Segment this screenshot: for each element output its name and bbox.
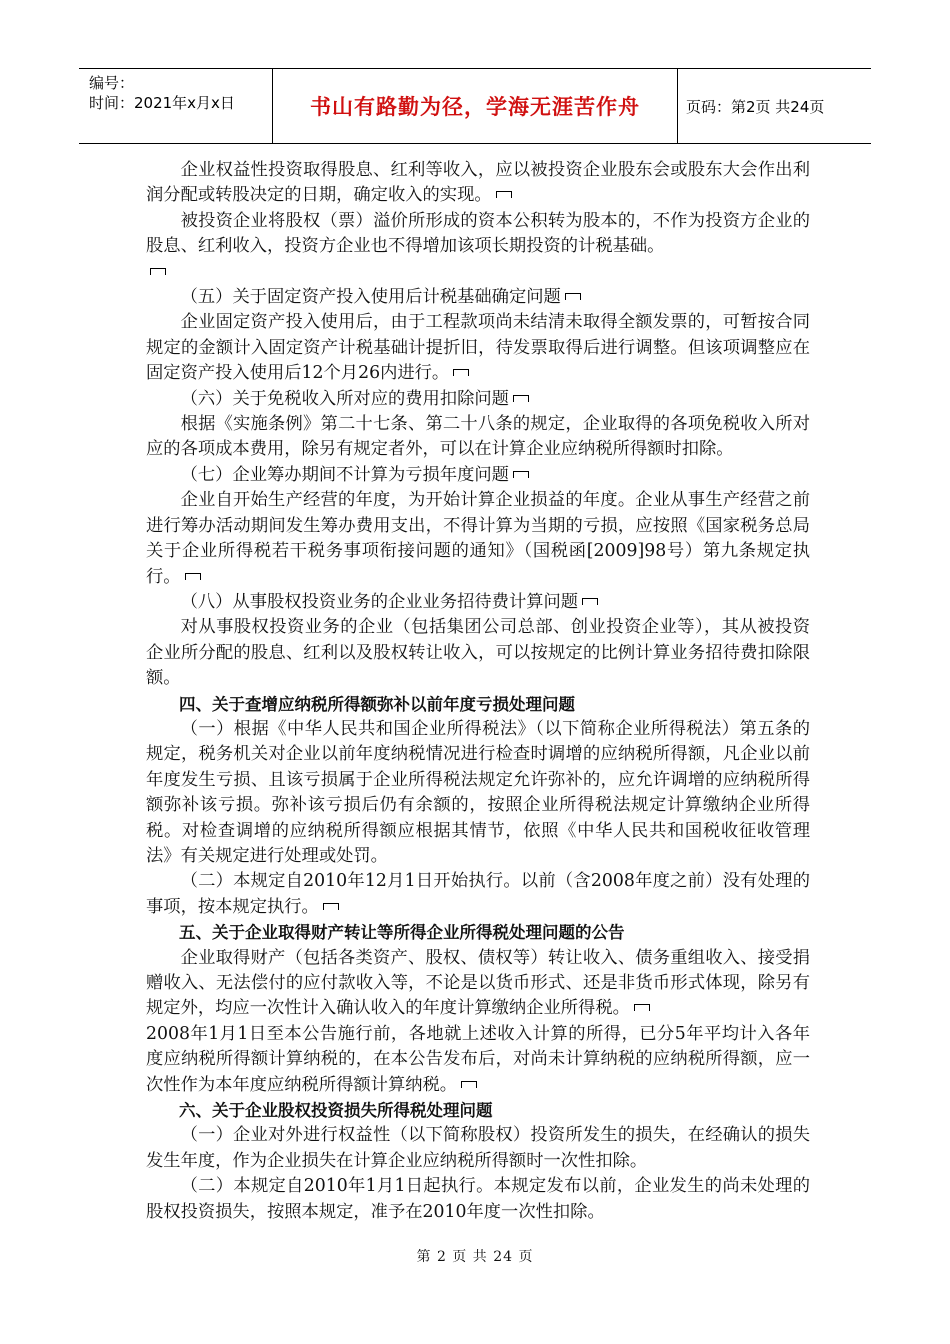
- paragraph-mark-icon: [582, 598, 598, 605]
- paragraph-mark-icon: [461, 1081, 477, 1088]
- paragraph-mark-icon: [496, 191, 512, 198]
- page-footer: 第 2 页 共 24 页: [416, 1249, 534, 1265]
- paragraph: 对从事股权投资业务的企业（包括集团公司总部、创业投资企业等），其从被投资企业所分配的股息、红利以及股权转让收入，可以按规定的比例计算业务招待费扣除限额。: [146, 617, 810, 689]
- section-subheading: （八）从事股权投资业务的企业业务招待费计算问题: [146, 590, 810, 615]
- paragraph: 根据《实施条例》第二十七条、第二十八条的规定，企业取得的各项免税收入所对应的各项成本费用，除另有规定者外，可以在计算企业应纳税所得额时扣除。: [146, 414, 810, 460]
- paragraph-mark-icon: [565, 293, 581, 300]
- paragraph: （一）企业对外进行权益性（以下简称股权）投资所发生的损失，在经确认的损失发生年度，作为企业损失在计算企业应纳税所得额时一次性扣除。: [146, 1125, 810, 1171]
- document-body: [146, 158, 810, 1225]
- section-subheading: （五）关于固定资产投入使用后计税基础确定问题: [146, 285, 810, 310]
- section-heading: 四、关于查增应纳税所得额弥补以前年度亏损处理问题: [179, 694, 575, 714]
- header-page-number: 页码：第2页 共24页: [686, 97, 825, 116]
- section-heading: 五、关于企业取得财产转让等所得企业所得税处理问题的公告: [179, 923, 625, 943]
- paragraph: （二）本规定自2010年1月1日起执行。本规定发布以前，企业发生的尚未处理的股权投资损失，按照本规定，准予在2010年度一次性扣除。: [146, 1176, 810, 1222]
- paragraph-mark-icon: [513, 395, 529, 402]
- section-heading: 六、关于企业股权投资损失所得税处理问题: [179, 1101, 493, 1121]
- paragraph: 企业权益性投资取得股息、红利等收入，应以被投资企业股东会或股东大会作出利润分配或转股决定的日期，确定收入的实现。: [146, 160, 810, 206]
- header-motto: 书山有路勤为径，学海无涯苦作舟: [272, 69, 678, 143]
- paragraph-mark-icon: [185, 573, 201, 580]
- header-number: 编号：: [89, 74, 135, 92]
- paragraph: （二）本规定自2010年12月1日开始执行。以前（含2008年度之前）没有处理的事项，按本规定执行。: [146, 871, 810, 917]
- paragraph: 被投资企业将股权（票）溢价所形成的资本公积转为股本的，不作为投资方企业的股息、红利收入，投资方企业也不得增加该项长期投资的计税基础。: [146, 210, 810, 257]
- paragraph-mark-icon: [323, 903, 339, 910]
- header-time: 时间：2021年x月x日: [89, 94, 235, 112]
- section-subheading: （六）关于免税收入所对应的费用扣除问题: [146, 387, 810, 412]
- paragraph-mark-icon: [634, 1004, 650, 1011]
- paragraph: 企业自开始生产经营的年度，为开始计算企业损益的年度。企业从事生产经营之前进行筹办活动期间发生筹办费用支出，不得计算为当期的亏损，应按照《国家税务总局关于企业所得税若干税务事项衔接问题的通知》（国税函[2009]98号）第九条规定执行。: [146, 490, 810, 587]
- section-subheading: （七）企业筹办期间不计算为亏损年度问题: [146, 463, 810, 488]
- paragraph-mark-icon: [453, 369, 469, 376]
- paragraph: 企业固定资产投入使用后，由于工程款项尚未结清未取得全额发票的，可暂按合同规定的金额计入固定资产计税基础计提折旧，待发票取得后进行调整。但该项调整应在固定资产投入使用后12个月26内进行。: [146, 312, 810, 384]
- page-header: [79, 68, 871, 144]
- header-meta: [89, 73, 235, 113]
- paragraph: （一）根据《中华人民共和国企业所得税法》（以下简称企业所得税法）第五条的规定，税务机关对企业以前年度纳税情况进行检查时调增的应纳税所得额，凡企业以前年度发生亏损、且该亏损属于企业所得税法规定允许弥补的，应允许调增的应纳税所得额弥补该亏损。弥补该亏损后仍有余额的，按照企业所得税法规定计算缴纳企业所得税。对检查调增的应纳税所得额应根据其情节，依照《中华人民共和国税收征收管理法》有关规定进行处理或处罚。: [146, 718, 810, 866]
- paragraph: 企业取得财产（包括各类资产、股权、债权等）转让收入、债务重组收入、接受捐赠收入、无法偿付的应付款收入等，不论是以货币形式、还是非货币形式体现，除另有规定外，均应一次性计入确认收入的年度计算缴纳企业所得税。: [146, 947, 810, 1019]
- paragraph: [146, 260, 810, 285]
- paragraph: 2008年1月1日至本公告施行前，各地就上述收入计算的所得，已分5年平均计入各年度应纳税所得额计算纳税的，在本公告发布后，对尚未计算纳税的应纳税所得额，应一次性作为本年度应纳税所得额计算纳税。: [146, 1023, 810, 1095]
- paragraph-mark-icon: [513, 471, 529, 478]
- paragraph-mark-icon: [150, 268, 166, 275]
